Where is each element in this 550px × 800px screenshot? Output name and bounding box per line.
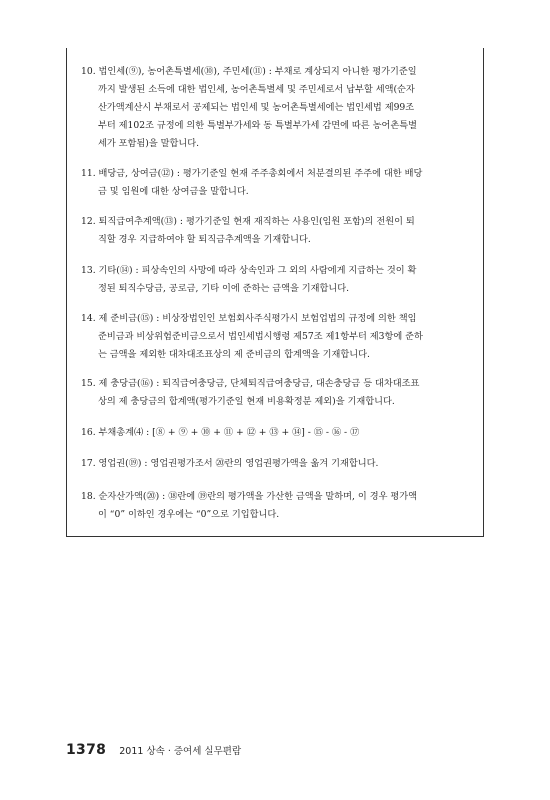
item-line: 까지 발생된 소득에 대한 법인세, 농어촌특별세 및 주민세로서 납부할 세액(순자 bbox=[98, 84, 415, 95]
item-18 bbox=[81, 488, 475, 524]
item-14 bbox=[81, 310, 475, 364]
item-line: 11. 배당금, 상여금(⑫) : 평가기준일 현재 주주총회에서 처분결의된 주주에 대한 배당 bbox=[81, 168, 423, 179]
item-10 bbox=[81, 63, 475, 153]
item-12 bbox=[81, 213, 475, 249]
item-line: 준비금과 비상위험준비금으로서 법인세법시행령 제57조 제1항부터 제3항에 준하 bbox=[98, 331, 423, 342]
item-line: 금 및 임원에 대한 상여금을 말합니다. bbox=[98, 186, 249, 197]
item-line: 14. 제 준비금(⑮) : 비상장법인인 보험회사주식평가시 보험업법의 규정에 의한 책임 bbox=[81, 313, 417, 324]
item-line: 15. 제 충당금(⑯) : 퇴직급여충당금, 단체퇴직급여충당금, 대손충당금 등 대차대조표 bbox=[81, 378, 420, 389]
item-15 bbox=[81, 375, 475, 411]
item-line: 10. 법인세(⑨), 농어촌특별세(⑩), 주민세(⑪) : 부채로 계상되지 아니한 평가기준일 bbox=[81, 66, 417, 77]
item-line: 정된 퇴직수당금, 공로금, 기타 이에 준하는 금액을 기재합니다. bbox=[98, 283, 350, 294]
item-line: 12. 퇴직급여추계액(⑬) : 평가기준일 현재 재직하는 사용인(임원 포함)의 전원이 퇴 bbox=[81, 216, 415, 227]
page-number: 1378 bbox=[66, 742, 107, 758]
item-16 bbox=[81, 424, 475, 442]
item-line: 18. 순자산가액(⑳) : ⑱란에 ⑲란의 평가액을 가산한 금액을 말하며, 이 경우 평가액 bbox=[81, 491, 417, 502]
page-footer bbox=[66, 739, 241, 758]
item-17 bbox=[81, 455, 475, 473]
item-line: 16. 부채총계⑷ : [⑧ + ⑨ + ⑩ + ⑪ + ⑫ + ⑬ + ⑭] - ⑮ - ⑯ - ⑰ bbox=[81, 427, 360, 438]
item-line: 17. 영업권(⑲) : 영업권평가조서 ⑳란의 영업권평가액을 옮겨 기재합니다. bbox=[81, 458, 379, 469]
item-line: 산가액계산시 부채로서 공제되는 법인세 및 농어촌특별세에는 법인세법 제99조 bbox=[98, 102, 415, 113]
footer-title: 2011 상속 · 증여세 실무편람 bbox=[119, 746, 242, 757]
item-line: 직할 경우 지급하여야 할 퇴직금추계액을 기재합니다. bbox=[98, 234, 311, 245]
item-line: 상의 제 충당금의 합계액(평가기준일 현재 비용확정분 제외)을 기재합니다. bbox=[98, 396, 395, 407]
item-line: 이 “0” 이하인 경우에는 “0”으로 기입합니다. bbox=[98, 509, 280, 520]
item-11 bbox=[81, 165, 475, 201]
item-line: 는 금액을 제외한 대차대조표상의 제 준비금의 합계액을 기재합니다. bbox=[98, 349, 370, 360]
item-13 bbox=[81, 262, 475, 298]
item-line: 부터 제102조 규정에 의한 특별부가세와 동 특별부가세 감면에 따른 농어촌특별 bbox=[98, 120, 417, 131]
item-line: 13. 기타(⑭) : 피상속인의 사망에 따라 상속인과 그 외의 사람에게 지급하는 것이 확 bbox=[81, 265, 417, 276]
item-line: 세가 포함됨)을 말합니다. bbox=[98, 138, 200, 149]
